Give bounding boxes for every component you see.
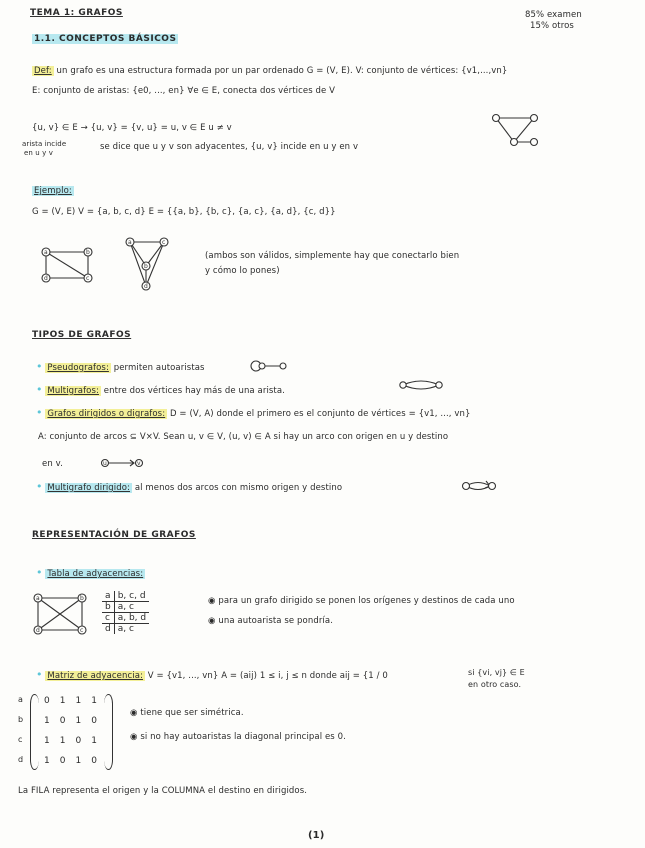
multi-directed-arc-diagram: [460, 478, 500, 494]
adjacency-matrix: [44, 696, 97, 776]
table-row: c a, b, d: [102, 613, 149, 624]
grading-line-1: 85% examen: [525, 10, 582, 20]
node-label-d: d: [144, 283, 148, 290]
definition-line-2: E: conjunto de aristas: {e0, ..., en} ∀e ∈ E, conecta dos vértices de V: [32, 86, 336, 96]
node-label-c: c: [80, 627, 84, 634]
matriz-note-1: ◉ tiene que ser simétrica.: [130, 708, 244, 718]
directed-arc-diagram: [100, 456, 146, 470]
tabla-note-2: ◉ una autoarista se pondría.: [208, 616, 333, 626]
matrix-right-paren: [104, 694, 113, 770]
node-label-a: a: [44, 249, 48, 256]
definition-line-1: Def: un grafo es una estructura formada por un par ordenado G = (V, E). V: conjunto de vértices: {v1,...,vn}: [34, 66, 508, 76]
matriz-cond-2: en otro caso.: [468, 680, 522, 689]
example-graph-square: [40, 246, 100, 286]
matrix-left-paren: [30, 694, 39, 770]
edge-note-2: en u y v: [24, 149, 53, 157]
multi-item: • Multigrafos: entre dos vértices hay más de una arista.: [36, 383, 285, 396]
digraph-item: • Grafos dirigidos o digrafos: D = (V, A) donde el primero es el conjunto de vértices = {v1, ..., vn}: [36, 406, 471, 419]
tabla-item: • Tabla de adyacencias:: [36, 566, 144, 579]
pseudo-item: • Pseudografos: permiten autoaristas: [36, 360, 205, 373]
adjacency-table: [102, 591, 149, 634]
matriz-item: • Matriz de adyacencia: V = {v1, ..., vn} A = (aij) 1 ≤ i, j ≤ n donde aij = {1 / 0: [36, 668, 388, 681]
node-label-b: b: [86, 249, 90, 256]
triangle-graph-diagram: [488, 108, 548, 150]
node-label-c: c: [86, 275, 90, 282]
example-graph-triangle: [124, 236, 174, 292]
edge-note-1: arista incide: [22, 140, 67, 148]
page-title: TEMA 1: GRAFOS: [30, 8, 123, 18]
matrix-row: 1 1 0 1: [44, 736, 97, 746]
matrix-row: 1 0 1 0: [44, 716, 97, 726]
node-label-d: d: [36, 627, 40, 634]
multi-edge-diagram: [398, 378, 444, 392]
example-g-line: G = (V, E) V = {a, b, c, d} E = {{a, b}, {b, c}, {a, c}, {a, d}, {c, d}}: [32, 207, 336, 217]
edge-line: {u, v} ∈ E → {u, v} = {v, u} = u, v ∈ E u ≠ v: [32, 123, 232, 133]
node-label-c: c: [162, 239, 166, 246]
page-number: (1): [308, 830, 325, 841]
node-label-d: d: [44, 275, 48, 282]
matrix-row-labels: a b c d: [18, 695, 24, 764]
example-note-2: y cómo lo pones): [205, 266, 280, 276]
multidigraph-item: • Multigrafo dirigido: al menos dos arcos con mismo origen y destino: [36, 480, 343, 493]
arcos-line-2: en v.: [42, 459, 63, 469]
tabla-graph-diagram: [30, 590, 94, 640]
table-row: b a, c: [102, 602, 149, 613]
section-title-conceptos: 1.1. CONCEPTOS BÁSICOS: [34, 34, 177, 44]
tabla-note-1: ◉ para un grafo dirigido se ponen los orígenes y destinos de cada uno: [208, 596, 515, 606]
self-loop-diagram: [246, 359, 290, 373]
example-note-1: (ambos son válidos, simplemente hay que conectarlo bien: [205, 251, 460, 261]
section-title-representacion: REPRESENTACIÓN DE GRAFOS: [32, 530, 196, 540]
node-label-a: a: [128, 239, 132, 246]
adjacent-line: se dice que u y v son adyacentes, {u, v} incide en u y en v: [100, 142, 359, 152]
matriz-note-2: ◉ si no hay autoaristas la diagonal principal es 0.: [130, 732, 346, 742]
table-row: a b, c, d: [102, 591, 149, 602]
section-title-tipos: TIPOS DE GRAFOS: [32, 330, 132, 340]
node-label-v: v: [137, 460, 141, 467]
matrix-row: 0 1 1 1: [44, 696, 97, 706]
grading-line-2: 15% otros: [530, 21, 574, 31]
matriz-cond-1: si {vi, vj} ∈ E: [468, 668, 525, 677]
example-label: Ejemplo:: [34, 186, 72, 196]
arcos-line: A: conjunto de arcos ⊆ V×V. Sean u, v ∈ V, (u, v) ∈ A si hay un arco con origen en u y destino: [38, 432, 449, 442]
node-label-u: u: [103, 460, 107, 467]
table-row: d a, c: [102, 624, 149, 635]
matrix-row: 1 0 1 0: [44, 756, 97, 766]
node-label-b: b: [144, 263, 148, 270]
node-label-a: a: [36, 595, 40, 602]
node-label-b: b: [80, 595, 84, 602]
fila-columna-line: La FILA representa el origen y la COLUMNA el destino en dirigidos.: [18, 786, 308, 796]
